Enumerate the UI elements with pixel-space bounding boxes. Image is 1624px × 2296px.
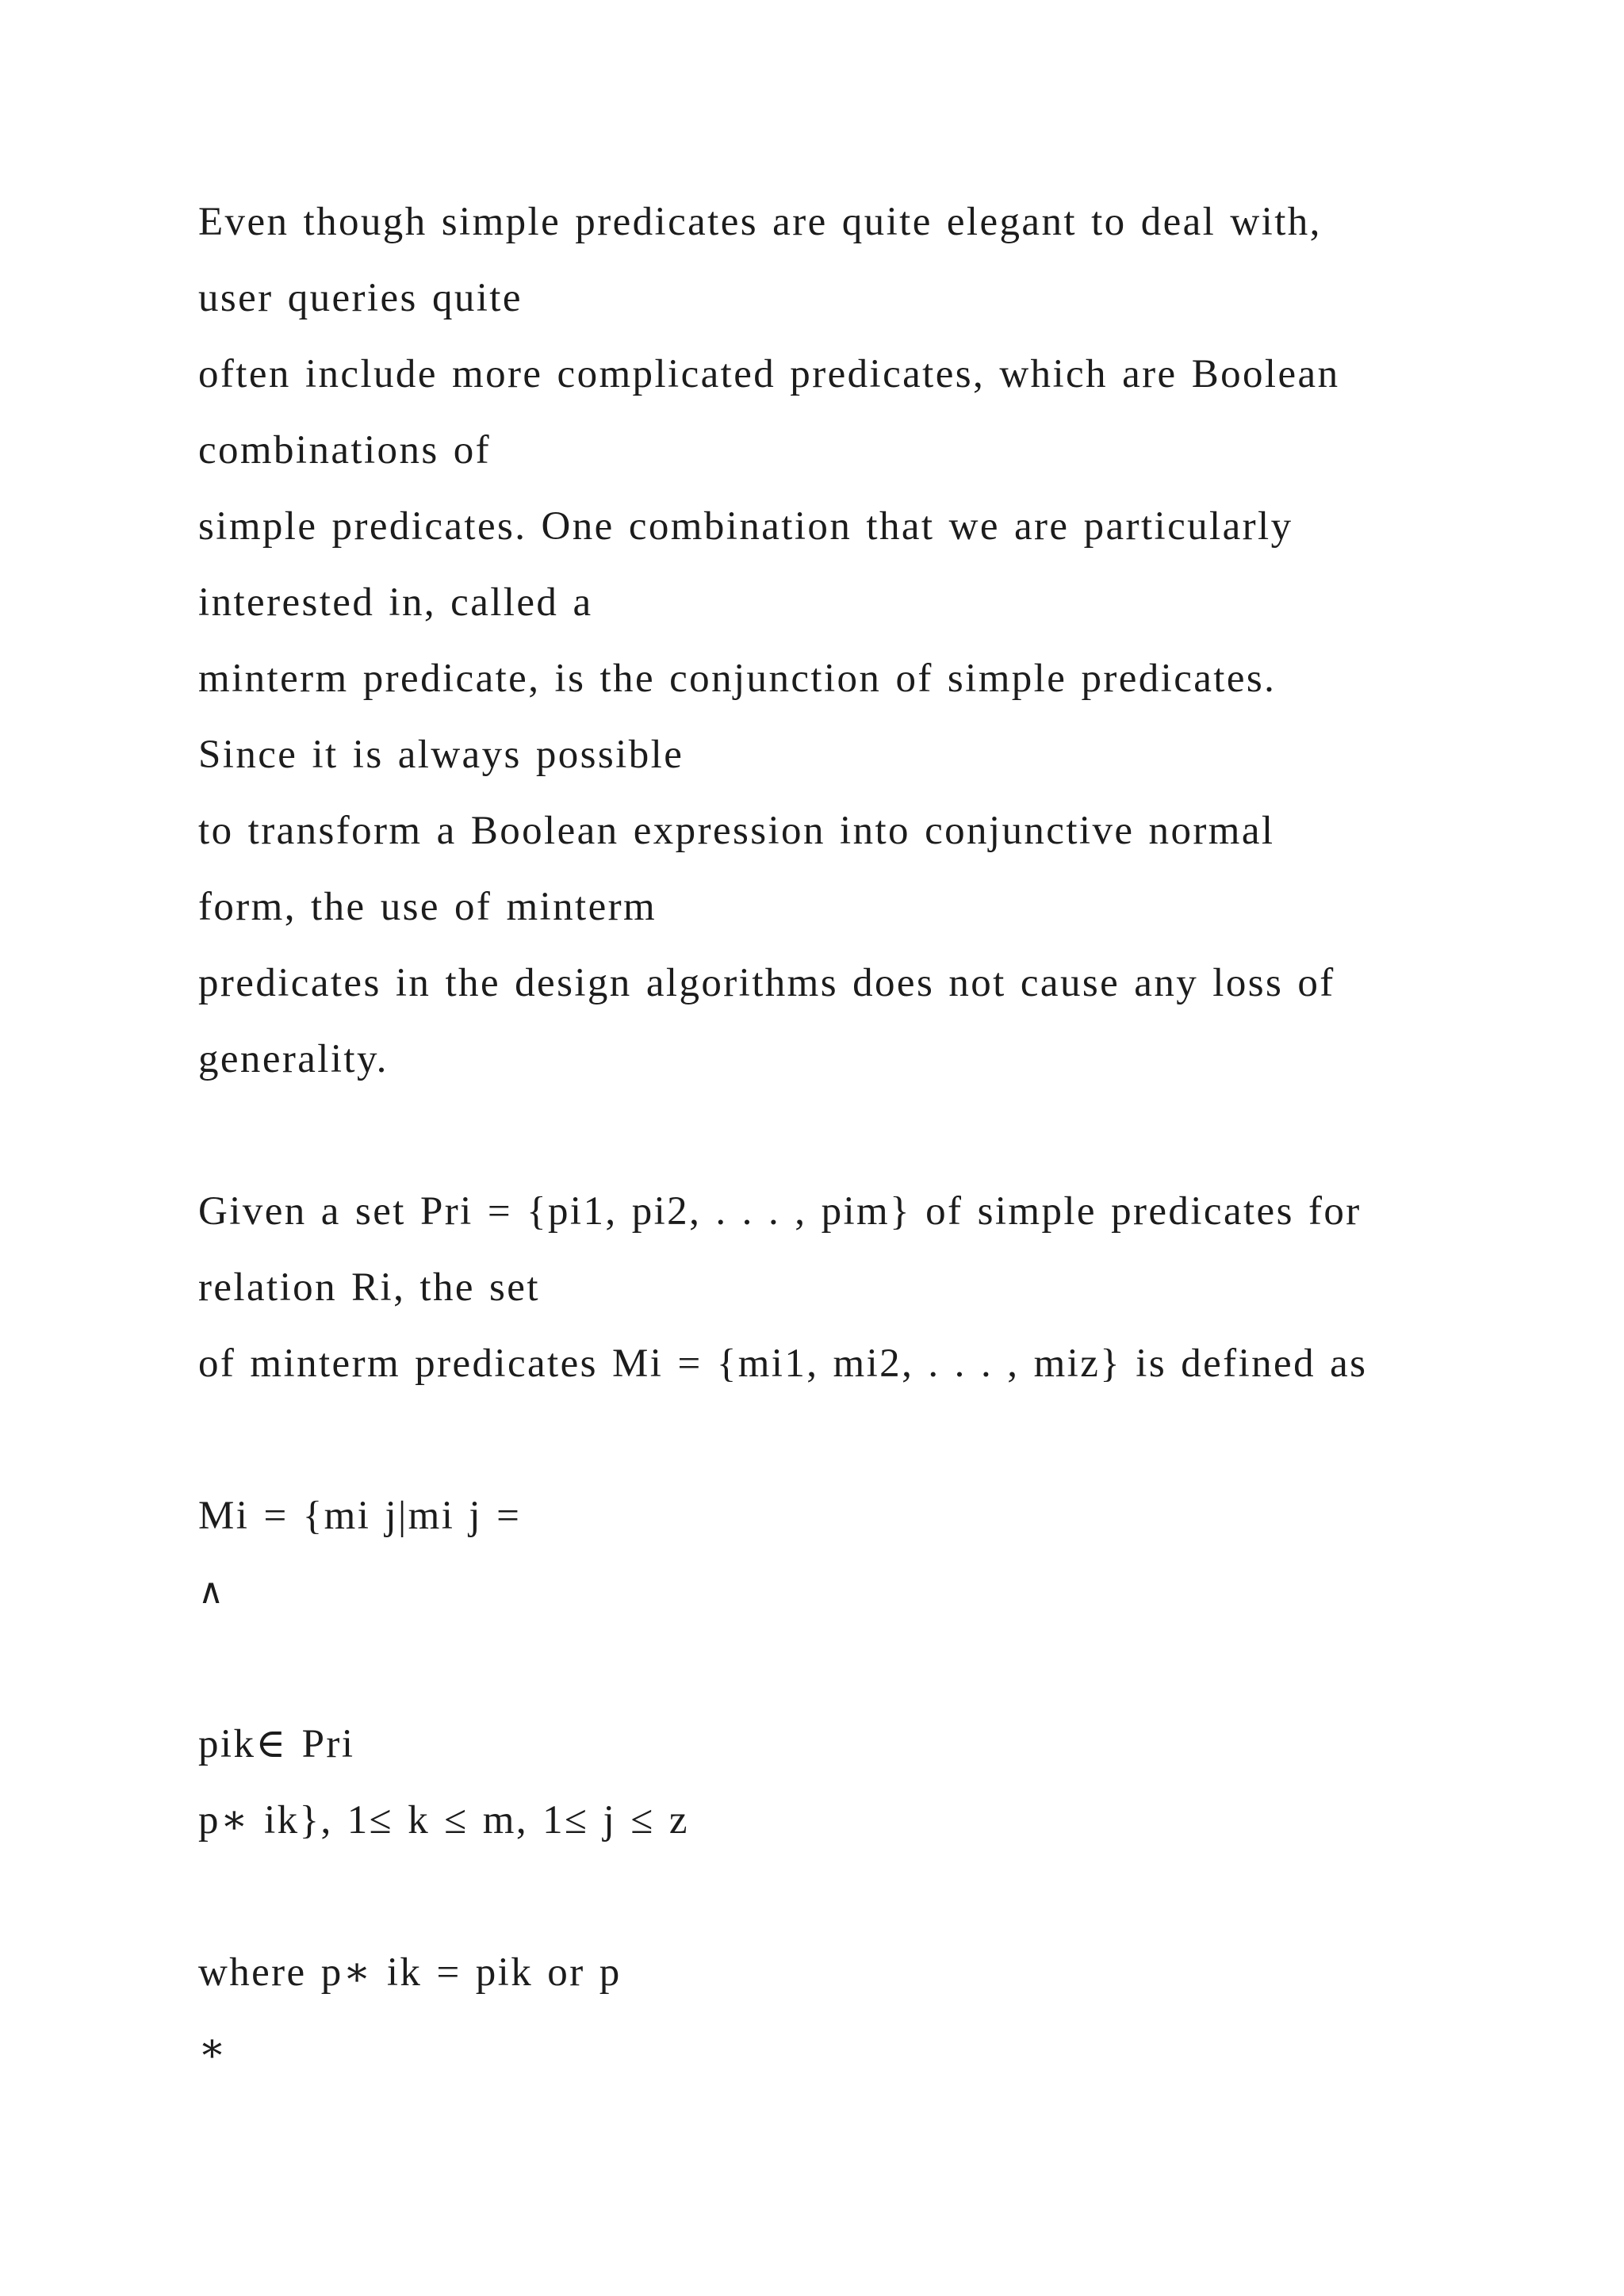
blank-line	[198, 1871, 1435, 1947]
formula-line: p∗ ik}, 1≤ k ≤ m, 1≤ j ≤ z	[198, 1798, 689, 1843]
text-line: form, the use of minterm	[198, 885, 657, 929]
text-line: to transform a Boolean expression into conjunctive normal	[198, 809, 1275, 853]
document-body	[198, 197, 1435, 2099]
text-line: simple predicates. One combination that we are particularly	[198, 504, 1293, 549]
conjunction-symbol: ∧	[198, 1571, 226, 1612]
text-line: where p∗ ik = pik or p	[198, 1950, 622, 1995]
formula-line: pik∈ Pri	[198, 1722, 355, 1766]
asterisk-symbol: ∗	[198, 2026, 228, 2071]
blank-line	[198, 1643, 1435, 1719]
text-line: generality.	[198, 1037, 389, 1081]
blank-line	[198, 1110, 1435, 1186]
text-line: minterm predicate, is the conjunction of simple predicates.	[198, 656, 1277, 701]
text-line: interested in, called a	[198, 580, 593, 625]
text-line: often include more complicated predicates, which are Boolean	[198, 352, 1340, 396]
text-line: user queries quite	[198, 276, 523, 320]
text-line: Given a set Pri = {pi1, pi2, . . . , pim} of simple predicates for	[198, 1189, 1362, 1234]
minterm-formula	[198, 1490, 1435, 1871]
text-line: Even though simple predicates are quite elegant to deal with,	[198, 200, 1322, 244]
text-line: predicates in the design algorithms does not cause any loss of	[198, 961, 1335, 1005]
text-line: of minterm predicates Mi = {mi1, mi2, . . . , miz} is defined as	[198, 1341, 1368, 1386]
blank-line	[198, 1414, 1435, 1490]
text-line: combinations of	[198, 428, 492, 473]
paragraph-1	[198, 197, 1435, 1110]
formula-line: Mi = {mi j|mi j =	[198, 1494, 522, 1538]
text-line: Since it is always possible	[198, 733, 684, 777]
paragraph-2	[198, 1186, 1435, 1414]
text-line: relation Ri, the set	[198, 1265, 540, 1310]
where-clause	[198, 1947, 1435, 2099]
